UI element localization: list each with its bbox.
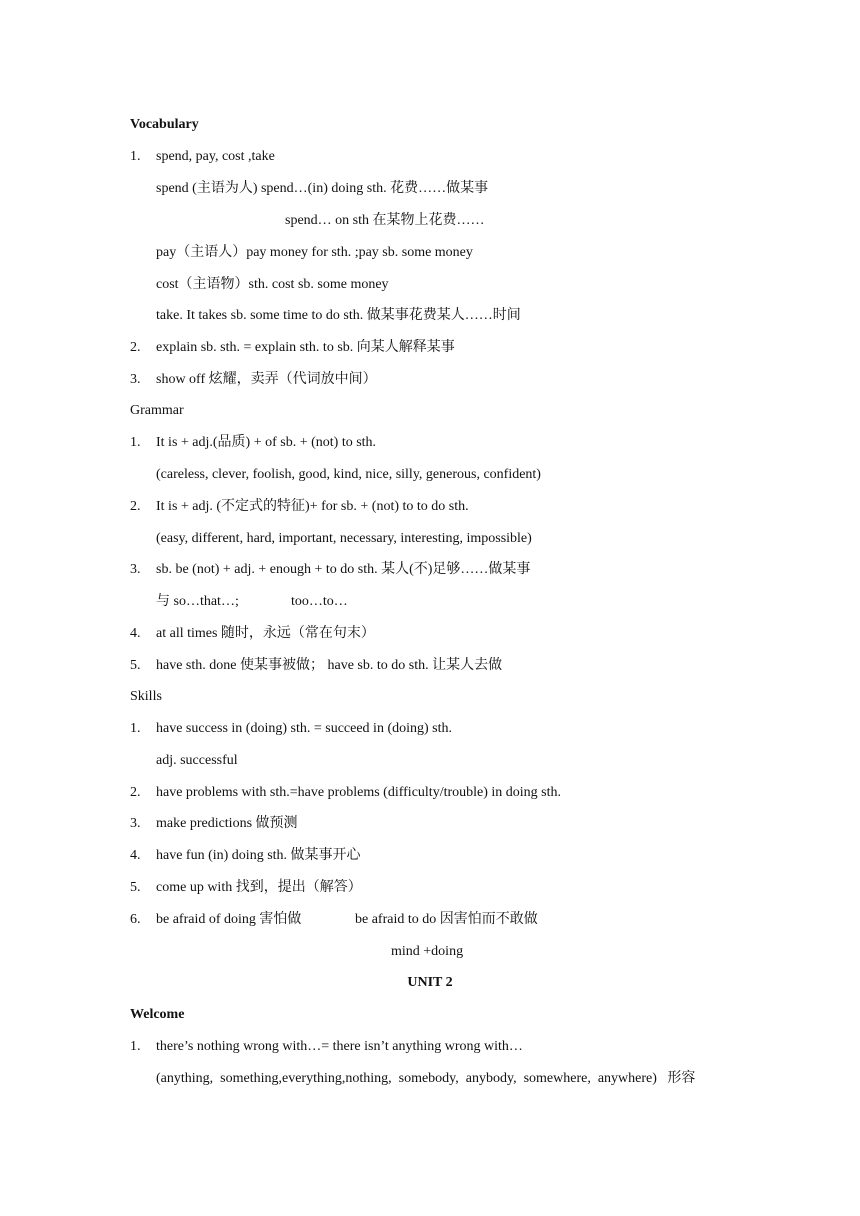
section-heading-skills: Skills xyxy=(130,689,162,704)
item-text: It is + adj.(品质) + of sb. + (not) to sth. xyxy=(156,435,377,450)
item-number: 2. xyxy=(130,499,141,514)
item-number: 3. xyxy=(130,562,141,577)
item-text: make predictions 做预测 xyxy=(156,816,298,831)
item-number: 5. xyxy=(130,658,141,673)
sub-line: spend (主语为人) spend…(in) doing sth. 花费……做某事 xyxy=(156,181,489,196)
item-number: 4. xyxy=(130,848,141,863)
item-text: come up with 找到，提出（解答） xyxy=(156,880,362,895)
sub-line: adj. successful xyxy=(156,753,238,768)
item-text: have fun (in) doing sth. 做某事开心 xyxy=(156,848,361,863)
item-text: show off 炫耀，卖弄（代词放中间） xyxy=(156,372,377,387)
item-text: have success in (doing) sth. = succeed in (doing) sth. xyxy=(156,721,452,736)
section-heading-grammar: Grammar xyxy=(130,403,184,418)
item-number: 1. xyxy=(130,1039,141,1054)
item-text: there’s nothing wrong with…= there isn’t anything wrong with… xyxy=(156,1039,523,1054)
item-number: 4. xyxy=(130,626,141,641)
item-number: 2. xyxy=(130,785,141,800)
item-number: 3. xyxy=(130,372,141,387)
sub-line: cost（主语物）sth. cost sb. some money xyxy=(156,277,389,292)
item-text: have problems with sth.=have problems (difficulty/trouble) in doing sth. xyxy=(156,785,562,800)
item-number: 1. xyxy=(130,149,141,164)
item-number: 3. xyxy=(130,816,141,831)
item-text: It is + adj. (不定式的特征)+ for sb. + (not) to to do sth. xyxy=(156,499,469,514)
section-heading-welcome: Welcome xyxy=(130,1007,185,1022)
sub-line: take. It takes sb. some time to do sth. 做某事花费某人……时间 xyxy=(156,308,521,323)
sub-line: spend… on sth 在某物上花费…… xyxy=(285,213,485,228)
item-text: have sth. done 使某事被做； have sb. to do sth. 让某人去做 xyxy=(156,658,503,673)
item-text: sb. be (not) + adj. + enough + to do sth. 某人(不)足够……做某事 xyxy=(156,562,531,577)
sub-line: be afraid to do 因害怕而不敢做 xyxy=(355,912,538,927)
section-heading-vocabulary: Vocabulary xyxy=(130,117,199,132)
item-text: explain sb. sth. = explain sth. to sb. 向某人解释某事 xyxy=(156,340,455,355)
sub-line: mind +doing xyxy=(391,944,464,959)
item-number: 6. xyxy=(130,912,141,927)
sub-line: (careless, clever, foolish, good, kind, nice, silly, generous, confident) xyxy=(156,467,541,482)
sub-line: 与 so…that…; xyxy=(156,594,239,609)
sub-line: (anything, something,everything,nothing, somebody, anybody, somewhere, anywhere) 形容 xyxy=(156,1071,696,1086)
item-text: at all times 随时，永远（常在句末） xyxy=(156,626,375,641)
item-number: 5. xyxy=(130,880,141,895)
sub-line: (easy, different, hard, important, necessary, interesting, impossible) xyxy=(156,531,532,546)
item-text: be afraid of doing 害怕做 xyxy=(156,912,302,927)
item-number: 2. xyxy=(130,340,141,355)
sub-line: too…to… xyxy=(291,594,348,609)
sub-line: pay（主语人）pay money for sth. ;pay sb. some money xyxy=(156,245,473,260)
unit-heading: UNIT 2 xyxy=(407,975,453,990)
item-number: 1. xyxy=(130,721,141,736)
item-text: spend, pay, cost ,take xyxy=(156,149,275,164)
item-number: 1. xyxy=(130,435,141,450)
